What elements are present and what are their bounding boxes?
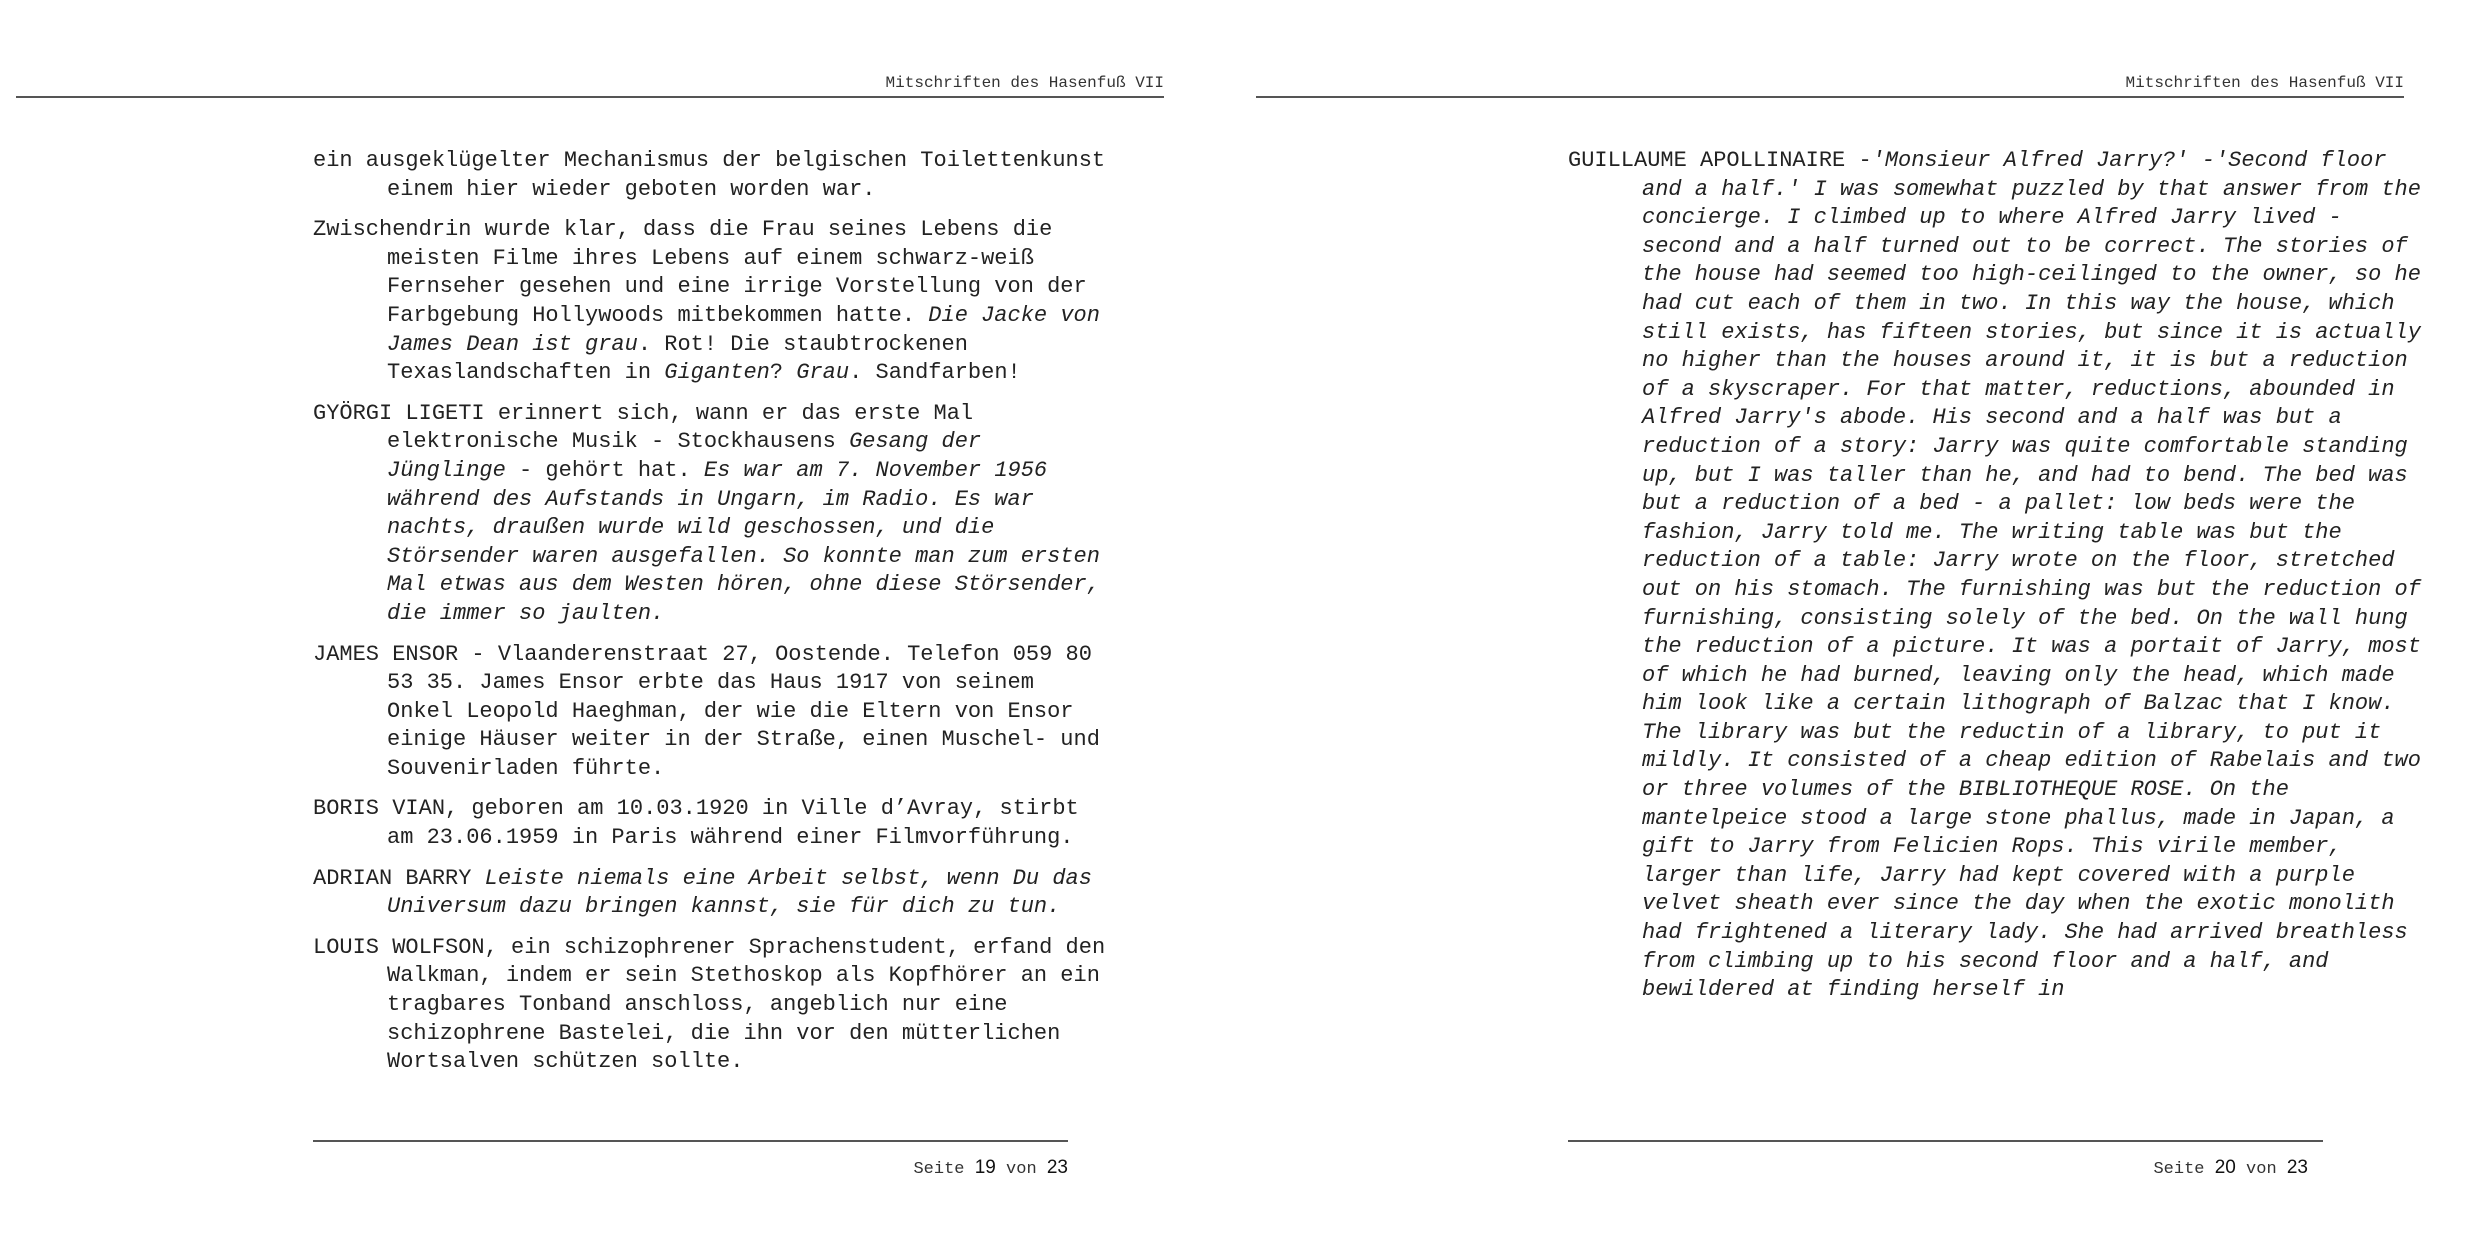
header-rule bbox=[1256, 96, 2404, 98]
footer-von-label: von bbox=[1006, 1160, 1037, 1179]
entry-text-segment: ? bbox=[769, 360, 797, 386]
page-footer bbox=[2153, 1157, 2308, 1179]
entry-text-segment: - bbox=[1845, 148, 1872, 173]
page-footer bbox=[913, 1157, 1068, 1179]
page-header-title: Mitschriften des Hasenfuß VII bbox=[2125, 74, 2404, 92]
footer-page-total: 23 bbox=[2286, 1157, 2308, 1178]
entry-text-segment: . Rot! Die staubtrockenen Texaslandschaften in bbox=[387, 331, 968, 386]
entry-text-segment: - Vlaanderenstraat 27, Oostende. Telefon 059 80 53 35. James Ensor erbte das Haus 1917 von seinem Onkel Leopold Haeghman, der wie die Eltern von Ensor einige Häuser weiter in der Straße, einen Muschel- und Souvenirladen führte. bbox=[387, 641, 1100, 781]
entry-text-segment: erinnert sich, wann er das erste Mal elektronische Musik - Stockhausens bbox=[387, 400, 974, 455]
footer-rule bbox=[313, 1140, 1068, 1142]
entry-text-segment: Leiste niemals eine Arbeit selbst, wenn Du das Universum dazu bringen kannst, sie für dich zu tun. bbox=[387, 865, 1092, 920]
entry-text-segment: ein ausgeklügelter Mechanismus der belgischen Toilettenkunst einem hier wieder geboten worden war. bbox=[313, 148, 1106, 202]
footer-page-number: 20 bbox=[2214, 1157, 2236, 1178]
entry-text-segment: Gesang der Jünglinge bbox=[387, 429, 982, 483]
footer-seite-label: Seite bbox=[2153, 1160, 2205, 1179]
entry-text-segment: , geboren am 10.03.1920 in Ville d’Avray, stirbt am 23.06.1959 in Paris während einer Filmvorführung. bbox=[387, 796, 1079, 851]
footer-rule bbox=[1568, 1140, 2323, 1142]
entry-text-segment: Giganten bbox=[664, 360, 770, 386]
right-page-content bbox=[1568, 147, 2428, 1017]
entry-paragraph bbox=[313, 216, 1113, 388]
footer-page-number: 19 bbox=[974, 1157, 996, 1178]
entry-name: BORIS VIAN bbox=[313, 796, 446, 822]
entry-name: JAMES ENSOR bbox=[313, 641, 459, 667]
footer-von-label: von bbox=[2246, 1160, 2277, 1179]
entry-paragraph bbox=[313, 641, 1113, 784]
page-header-title: Mitschriften des Hasenfuß VII bbox=[885, 74, 1164, 92]
entry-text-segment: Grau bbox=[796, 360, 850, 386]
entry-text-segment: Die Jacke von James Dean ist grau bbox=[387, 302, 1100, 357]
entry-paragraph bbox=[313, 400, 1113, 629]
entry-paragraph bbox=[313, 934, 1113, 1077]
entry-name: GYÖRGI LIGETI bbox=[313, 400, 485, 426]
entry-paragraph bbox=[1568, 147, 2428, 1005]
entry-text-segment bbox=[471, 866, 484, 891]
entry-paragraph bbox=[313, 795, 1113, 852]
entry-text-segment: Es war am 7. November 1956 während des Aufstands in Ungarn, im Radio. Es war nachts, draußen wurde wild geschossen, und die Störsender waren ausgefallen. So konnte man zum ersten Mal etwas aus dem Westen hören, ohne diese Störsender, die immer so jaulten. bbox=[387, 457, 1100, 626]
entry-name: GUILLAUME APOLLINAIRE bbox=[1568, 148, 1846, 173]
footer-page-total: 23 bbox=[1046, 1157, 1068, 1178]
entry-text-segment: - gehört hat. bbox=[505, 457, 704, 483]
entry-text-segment: , ein schizophrener Sprachenstudent, erfand den Walkman, indem er sein Stethoskop als Kopfhörer an ein tragbares Tonband anschloss, angeblich nur eine schizophrene Bastelei, die ihn vor den mütterlichen Wortsalven schützen sollte. bbox=[387, 934, 1106, 1075]
entry-text-segment: . Sandfarben! bbox=[849, 360, 1021, 386]
left-page-content bbox=[313, 147, 1113, 1089]
header-rule bbox=[16, 96, 1164, 98]
entry-text-segment: 'Monsieur Alfred Jarry?' -'Second floor and a half.' I was somewhat puzzled by that answer from the concierge. I climbed up to where Alfred Jarry lived - second and a half turned out to be correct. The stories of the house had seemed too high-ceilinged to the owner, so he had cut each of them in two. In this way the house, which still exists, has fifteen stories, but since it is actually no higher than the houses around it, it is but a reduction of a skyscraper. For that matter, reductions, abounded in Alfred Jarry's abode. His second and a half was but a reduction of a story: Jarry was quite comfortable standing up, but I was taller than he, and had to bend. The bed was but a reduction of a bed - a pallet: low beds were the fashion, Jarry told me. The writing table was but the reduction of a table: Jarry wrote on the floor, stretched out on his stomach. The furnishing was but the reduction of furnishing, consisting solely of the bed. On the wall hung the reduction of a picture. It was a portait of Jarry, most of which he had burned, leaving only the head, which made him look like a certain lithograph of Balzac that I know. The library was but the reductin of a library, to put it mildly. It consisted of a cheap edition of Rabelais and two or three volumes of the BIBLIOTHEQUE ROSE. On the mantelpeice stood a large stone phallus, made in Japan, a gift to Jarry from Felicien Rops. This virile member, larger than life, Jarry had kept covered with a purple velvet sheath ever since the day when the exotic monolith had frightened a literary lady. She had arrived breathless from climbing up to his second floor and a half, and bewildered at finding herself in bbox=[1642, 148, 2421, 1003]
right-page bbox=[1240, 0, 2480, 1240]
entry-text-segment: Zwischendrin wurde klar, dass die Frau seines Lebens die meisten Filme ihres Lebens auf einem schwarz-weiß Fernseher gesehen und eine irrige Vorstellung von der Farbgebung Hollywoods mitbekommen hatte. bbox=[313, 217, 1087, 328]
entry-name: ADRIAN BARRY bbox=[313, 865, 472, 891]
entry-paragraph bbox=[313, 865, 1113, 922]
footer-seite-label: Seite bbox=[913, 1160, 965, 1179]
entry-name: LOUIS WOLFSON bbox=[313, 934, 485, 960]
entry-paragraph bbox=[313, 147, 1113, 204]
